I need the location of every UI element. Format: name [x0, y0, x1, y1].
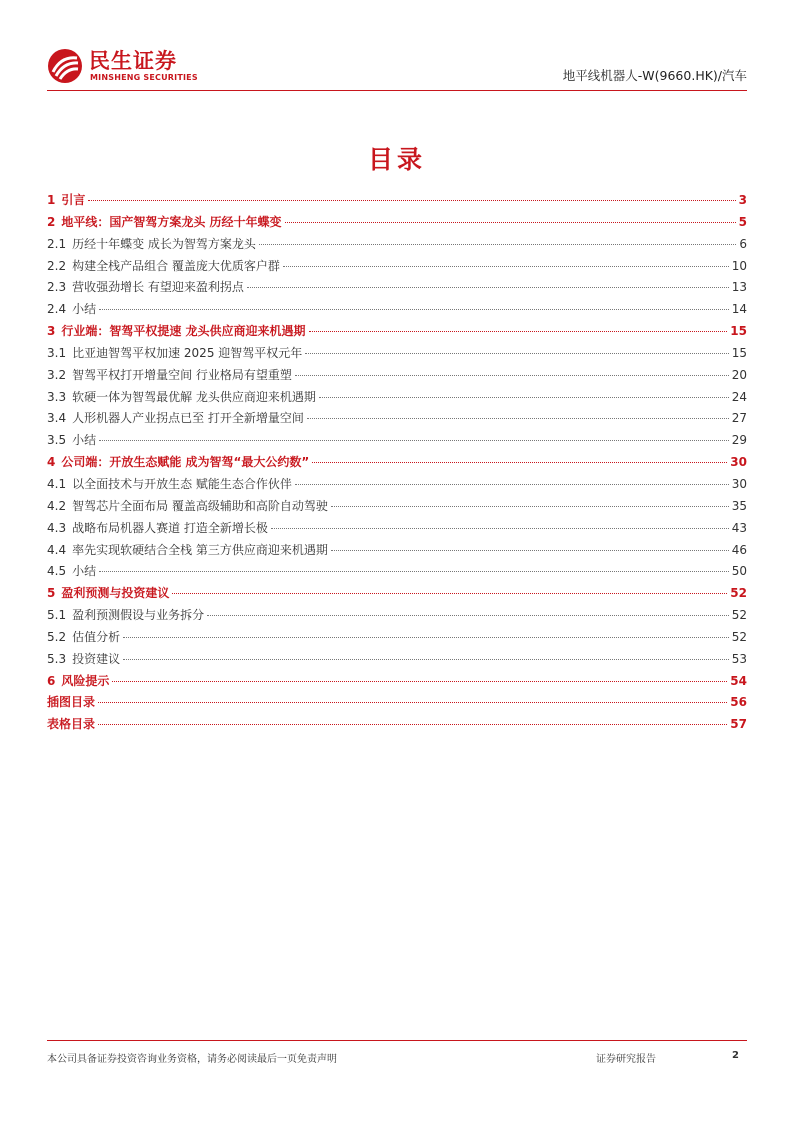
toc-dot-leader: [207, 615, 729, 616]
toc-entry-title: 战略布局机器人赛道 打造全新增长极: [72, 520, 268, 535]
toc-entry-number: 5: [47, 586, 56, 601]
toc-dot-leader: [271, 528, 729, 529]
toc-dot-leader: [99, 571, 729, 572]
toc-entry-page: 20: [731, 367, 747, 382]
toc-entry[interactable]: [47, 540, 747, 562]
toc-entry-number: 4: [47, 455, 56, 470]
toc-dot-leader: [259, 244, 736, 245]
toc-entry-page: 35: [731, 498, 747, 513]
toc-entry-number: 5.2: [47, 629, 67, 644]
toc-entry[interactable]: [47, 714, 747, 736]
toc-dot-leader: [305, 353, 728, 354]
toc-entry-title: 软硬一体为智驾最优解 龙头供应商迎来机遇期: [72, 389, 316, 404]
toc-entry-title: 盈利预测假设与业务拆分: [72, 608, 205, 623]
toc-entry[interactable]: [47, 256, 747, 278]
toc-entry-number: 2: [47, 214, 56, 229]
toc-entry[interactable]: [47, 605, 747, 627]
toc-dot-leader: [319, 397, 729, 398]
toc-entry[interactable]: [47, 212, 747, 234]
toc-entry-title: 智驾平权打开增量空间 行业格局有望重塑: [72, 367, 292, 382]
minsheng-logo-icon: [47, 48, 83, 84]
toc-entry-title: 历经十年蝶变 成长为智驾方案龙头: [72, 236, 256, 251]
toc-dot-leader: [99, 309, 729, 310]
toc-entry-number: 3.1: [47, 345, 67, 360]
toc-entry[interactable]: [47, 518, 747, 540]
toc-entry-page: 15: [731, 345, 747, 360]
page-header: [47, 44, 747, 90]
toc-entry[interactable]: [47, 583, 747, 605]
toc-entry-title: 以全面技术与开放生态 赋能生态合作伙伴: [72, 476, 292, 491]
toc-entry-page: 15: [730, 324, 747, 339]
toc-entry-page: 46: [731, 542, 747, 557]
toc-entry-title: 比亚迪智驾平权加速 2025 迎智驾平权元年: [72, 345, 303, 360]
toc-dot-leader: [312, 462, 727, 463]
toc-entry[interactable]: [47, 627, 747, 649]
toc-entry[interactable]: [47, 299, 747, 321]
toc-entry-number: 5.1: [47, 608, 67, 623]
toc-entry-number: 3.3: [47, 389, 67, 404]
toc-entry[interactable]: [47, 452, 747, 474]
header-divider: [47, 90, 747, 91]
toc-dot-leader: [99, 440, 729, 441]
toc-entry[interactable]: [47, 365, 747, 387]
toc-dot-leader: [331, 506, 729, 507]
toc-entry-page: 50: [731, 564, 747, 579]
toc-dot-leader: [295, 484, 729, 485]
toc-entry-title: 构建全栈产品组合 覆盖庞大优质客户群: [72, 258, 280, 273]
table-of-contents: [47, 190, 747, 736]
report-tag: 地平线机器人-W(9660.HK)/汽车: [562, 68, 747, 83]
toc-entry-title: 风险提示: [61, 673, 110, 688]
toc-entry[interactable]: [47, 671, 747, 693]
toc-entry-number: 2.2: [47, 258, 67, 273]
company-logo: [47, 44, 207, 90]
toc-entry-title: 引言: [61, 193, 86, 207]
toc-entry-title: 率先实现软硬结合全栈 第三方供应商迎来机遇期: [72, 542, 328, 557]
toc-entry-title: 地平线：国产智驾方案龙头 历经十年蝶变: [61, 214, 282, 229]
toc-dot-leader: [112, 681, 727, 682]
toc-entry[interactable]: [47, 430, 747, 452]
toc-dot-leader: [309, 331, 728, 332]
toc-entry[interactable]: [47, 234, 747, 256]
toc-entry-page: 30: [731, 476, 747, 491]
toc-entry-page: 56: [730, 695, 747, 710]
toc-entry-page: 27: [731, 411, 747, 426]
toc-entry-title: 盈利预测与投资建议: [61, 586, 170, 601]
toc-entry[interactable]: [47, 277, 747, 299]
toc-dot-leader: [88, 200, 735, 201]
toc-entry-title: 小结: [72, 564, 97, 579]
toc-entry-page: 53: [731, 651, 747, 666]
toc-entry-number: 4.3: [47, 520, 67, 535]
toc-entry-number: 3.5: [47, 433, 67, 448]
toc-entry-page: 43: [731, 520, 747, 535]
toc-entry[interactable]: [47, 496, 747, 518]
toc-dot-leader: [123, 637, 729, 638]
page-number: 2: [732, 1050, 739, 1061]
toc-entry[interactable]: [47, 692, 747, 714]
toc-entry-page: 5: [738, 214, 747, 229]
toc-entry-title: 表格目录: [47, 717, 96, 732]
toc-entry-number: 4.4: [47, 542, 67, 557]
toc-entry-title: 智驾芯片全面布局 覆盖高级辅助和高阶自动驾驶: [72, 498, 328, 513]
toc-entry-number: 4.2: [47, 498, 67, 513]
toc-entry-title: 行业端：智驾平权提速 龙头供应商迎来机遇期: [61, 324, 306, 339]
toc-dot-leader: [247, 287, 729, 288]
toc-entry-page: 14: [731, 302, 747, 317]
toc-entry[interactable]: [47, 343, 747, 365]
toc-entry-number: 2.4: [47, 302, 67, 317]
toc-entry-page: 24: [731, 389, 747, 404]
toc-entry-number: 4.1: [47, 476, 67, 491]
toc-entry-page: 3: [738, 193, 747, 207]
toc-title: 目录: [367, 145, 426, 174]
toc-entry-page: 29: [731, 433, 747, 448]
toc-entry-page: 13: [731, 280, 747, 295]
toc-entry-page: 52: [731, 629, 747, 644]
toc-entry[interactable]: [47, 561, 747, 583]
toc-dot-leader: [331, 550, 729, 551]
toc-entry-title: 插图目录: [47, 695, 96, 710]
toc-entry-title: 小结: [72, 302, 97, 317]
toc-dot-leader: [123, 659, 729, 660]
toc-entry-title: 估值分析: [72, 629, 121, 644]
toc-entry-page: 6: [739, 236, 747, 251]
toc-entry-title: 人形机器人产业拐点已至 打开全新增量空间: [72, 411, 304, 426]
toc-dot-leader: [98, 724, 727, 725]
footer-disclaimer: 本公司具备证券投资咨询业务资格，请务必阅读最后一页免责声明: [47, 1054, 337, 1065]
toc-entry-number: 6: [47, 673, 56, 688]
toc-dot-leader: [307, 418, 729, 419]
toc-entry[interactable]: [47, 474, 747, 496]
logo-text-en: MINSHENG SECURITIES: [90, 73, 198, 82]
toc-entry-page: 54: [730, 673, 747, 688]
toc-entry[interactable]: [47, 649, 747, 671]
toc-entry-page: 57: [730, 717, 747, 732]
toc-entry-number: 1: [47, 193, 56, 207]
toc-entry-title: 营收强劲增长 有望迎来盈利拐点: [72, 280, 244, 295]
toc-dot-leader: [285, 222, 736, 223]
toc-entry-page: 10: [731, 258, 747, 273]
footer-doc-type: 证券研究报告: [596, 1054, 656, 1065]
toc-entry-page: 30: [730, 455, 747, 470]
toc-entry-number: 5.3: [47, 651, 67, 666]
toc-entry-number: 2.3: [47, 280, 67, 295]
toc-entry-title: 小结: [72, 433, 97, 448]
toc-entry[interactable]: [47, 321, 747, 343]
toc-entry-number: 3: [47, 324, 56, 339]
footer-divider: [47, 1040, 747, 1041]
toc-dot-leader: [98, 702, 727, 703]
toc-dot-leader: [283, 266, 729, 267]
toc-entry-title: 公司端：开放生态赋能 成为智驾“最大公约数”: [61, 455, 310, 470]
toc-entry-number: 3.2: [47, 367, 67, 382]
toc-entry-title: 投资建议: [72, 651, 121, 666]
toc-dot-leader: [172, 593, 727, 594]
toc-entry-number: 3.4: [47, 411, 67, 426]
toc-entry[interactable]: [47, 408, 747, 430]
toc-entry-page: 52: [731, 608, 747, 623]
toc-entry[interactable]: [47, 387, 747, 409]
toc-entry-number: 2.1: [47, 236, 67, 251]
toc-entry-number: 4.5: [47, 564, 67, 579]
toc-entry-page: 52: [730, 586, 747, 601]
logo-text-cn: 民生证券: [89, 49, 177, 73]
toc-dot-leader: [295, 375, 729, 376]
toc-entry[interactable]: [47, 190, 747, 212]
